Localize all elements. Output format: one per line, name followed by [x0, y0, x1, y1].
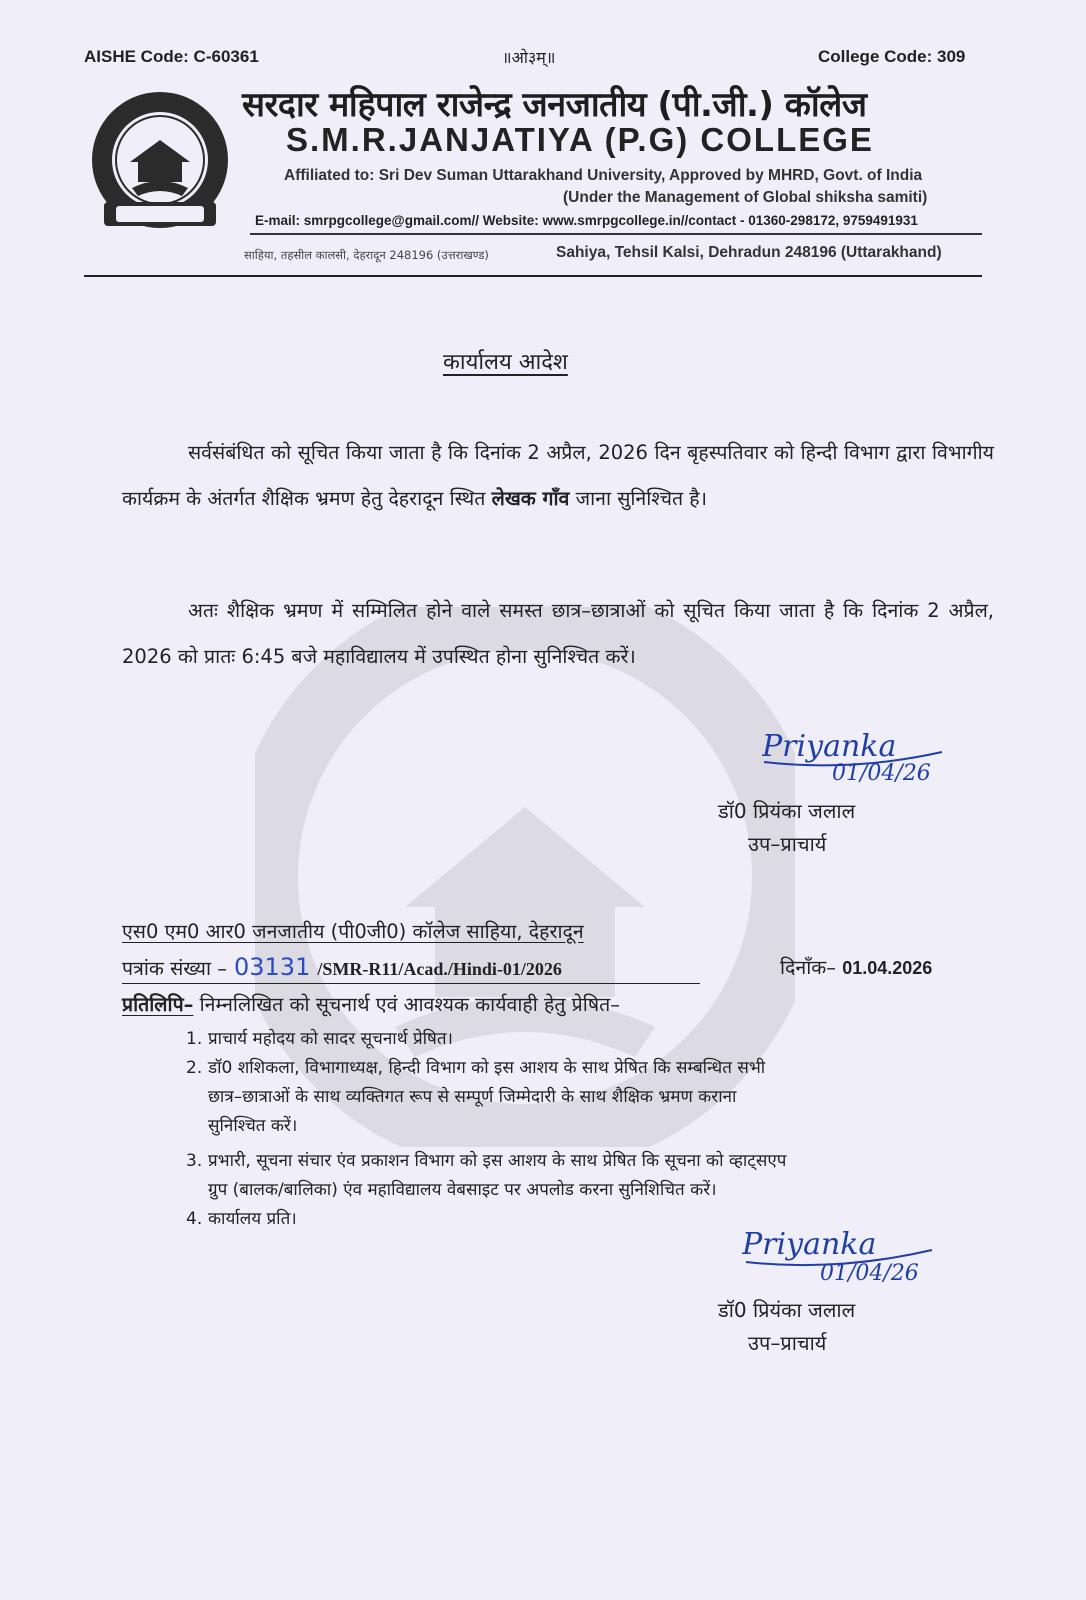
signature-2-date: 01/04/26 — [820, 1261, 919, 1286]
signatory-designation-2: उप–प्राचार्य — [748, 1331, 827, 1355]
signature-2-name: Priyanka — [742, 1227, 877, 1262]
date-value: 01.04.2026 — [842, 958, 933, 978]
list-text-continued: छात्र–छात्राओं के साथ व्यक्तिगत रूप से सम्पूर्ण जिम्मेदारी के साथ शैक्षिक भ्रमण कराना — [208, 1087, 737, 1107]
copy-to-line — [122, 990, 620, 1017]
copy-list-item — [186, 1054, 986, 1141]
college-logo — [82, 90, 238, 236]
paragraph-1-highlight: लेखक गाँव — [491, 487, 570, 510]
management-line: (Under the Management of Global shiksha samiti) — [563, 189, 928, 206]
copy-label: प्रतिलिपि– — [122, 993, 194, 1016]
letter-number — [122, 953, 700, 984]
contact-line: E-mail: smrpgcollege@gmail.com// Website: www.smrpgcollege.in//contact - 01360-298172, 9759491931 — [255, 213, 918, 228]
aishe-code: AISHE Code: C-60361 — [84, 47, 259, 66]
address-hindi: साहिया, तहसील कालसी, देहरादून 248196 (उत्तराखण्ड) — [244, 248, 489, 262]
signature-2 — [742, 1218, 952, 1293]
signature-1-name: Priyanka — [762, 729, 897, 764]
list-number: 2. — [186, 1058, 203, 1078]
signature-1-date: 01/04/26 — [832, 761, 931, 786]
college-name-hindi: सरदार महिपाल राजेन्द्र जनजातीय (पी.जी.) कॉलेज — [242, 85, 867, 125]
signature-1 — [762, 722, 962, 792]
list-text: कार्यालय प्रति। — [208, 1209, 297, 1229]
list-number: 1. — [186, 1029, 203, 1049]
list-number: 4. — [186, 1209, 203, 1229]
letter-number-label: पत्रांक संख्या – — [122, 957, 227, 980]
list-text-continued: सुनिश्चित करें। — [208, 1116, 298, 1136]
letter-reference: /SMR-R11/Acad./Hindi-01/2026 — [317, 959, 562, 979]
letter-number-handwritten: 03131 — [233, 953, 311, 981]
order-title: कार्यालय आदेश — [443, 350, 568, 375]
order-paragraph-2: अतः शैक्षिक भ्रमण में सम्मिलित होने वाले समस्त छात्र–छात्राओं को सूचित किया जाता है कि दिनांक 2 अप्रैल, 2026 को प्रातः 6:45 बजे महाविद्यालय में उपस्थित होना सुनिश्चित करें। — [122, 599, 994, 668]
signatory-name-2: डॉ0 प्रियंका जलाल — [718, 1298, 856, 1322]
copy-list-item — [186, 1025, 986, 1054]
organisation-line: एस0 एम0 आर0 जनजातीय (पी0जी0) कॉलेज साहिया, देहरादून — [122, 920, 584, 943]
list-text-continued: ग्रुप (बालक/बालिका) एंव महाविद्यालय वेबसाइट पर अपलोड करना सुनिशिचित करें। — [208, 1180, 717, 1200]
order-paragraph-1 — [122, 430, 994, 522]
list-text: डॉ0 शशिकला, विभागाध्यक्ष, हिन्दी विभाग को इस आशय के साथ प्रेषित कि सम्बन्धित सभी — [208, 1058, 766, 1078]
date-label: दिनाँक– — [780, 956, 837, 979]
paragraph-1-end: जाना सुनिश्चित है। — [575, 487, 708, 510]
letter-date — [780, 953, 932, 980]
college-name-english: S.M.R.JANJATIYA (P.G) COLLEGE — [286, 121, 874, 158]
list-text: प्रभारी, सूचना संचार एंव प्रकाशन विभाग को इस आशय के साथ प्रेषित कि सूचना को व्हाट्सएप — [208, 1151, 787, 1171]
signatory-designation-1: उप–प्राचार्य — [748, 832, 827, 856]
list-text: प्राचार्य महोदय को सादर सूचनार्थ प्रेषित। — [208, 1029, 453, 1049]
om-heading: ॥ओ३म्॥ — [502, 48, 556, 67]
signatory-name-1: डॉ0 प्रियंका जलाल — [718, 799, 856, 823]
header-divider — [250, 233, 982, 235]
letterhead-divider — [84, 275, 982, 277]
list-number: 3. — [186, 1151, 203, 1171]
paragraph-1-text: सर्वसंबंधित को सूचित किया जाता है कि दिनांक 2 अप्रैल, 2026 दिन बृहस्पतिवार को हिन्दी विभाग द्वारा विभागीय कार्यक्रम के अंतर्गत शैक्षिक भ्रमण हेतु देहरादून स्थित — [122, 441, 994, 510]
address-english: Sahiya, Tehsil Kalsi, Dehradun 248196 (Uttarakhand) — [556, 244, 942, 261]
affiliation-line: Affiliated to: Sri Dev Suman Uttarakhand University, Approved by MHRD, Govt. of India — [284, 167, 923, 184]
college-code: College Code: 309 — [818, 47, 966, 66]
copy-text: निम्नलिखित को सूचनार्थ एवं आवश्यक कार्यवाही हेतु प्रेषित– — [199, 993, 620, 1016]
copy-list-item — [186, 1147, 986, 1205]
